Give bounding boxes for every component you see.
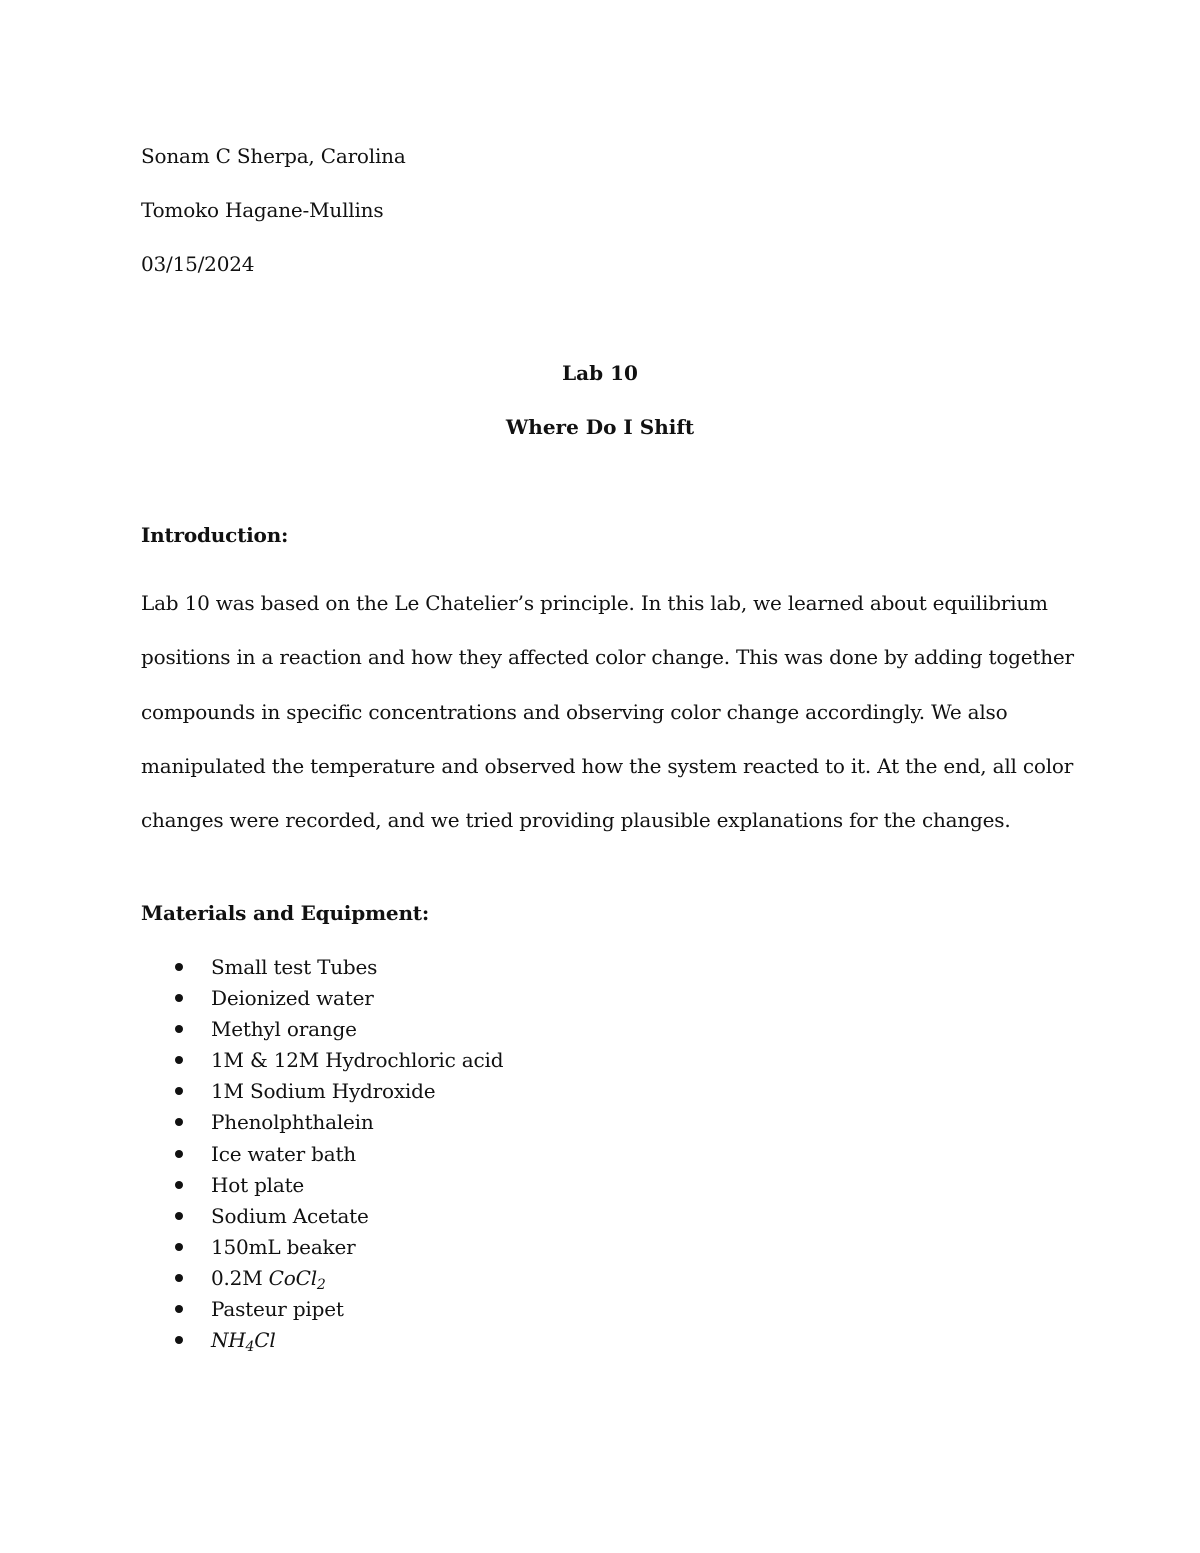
material-label: 1M & 12M Hydrochloric acid — [211, 1048, 504, 1073]
report-date: 03/15/2024 — [141, 252, 255, 276]
bullet-icon — [175, 1025, 183, 1033]
introduction-line: Lab 10 was based on the Le Chatelier’s principle. In this lab, we learned about equilibrium — [141, 591, 1048, 615]
introduction-line: manipulated the temperature and observed how the system reacted to it. At the end, all color — [141, 753, 1074, 778]
bullet-icon — [175, 1274, 183, 1282]
material-label: Phenolphthalein — [211, 1110, 374, 1135]
bullet-icon — [175, 1243, 183, 1251]
bullet-icon — [175, 994, 183, 1002]
bullet-icon — [175, 1087, 183, 1095]
lab-subtitle: Where Do I Shift — [505, 415, 695, 439]
ammonium-chloride-formula — [211, 1328, 276, 1356]
material-label: 150mL beaker — [211, 1234, 356, 1259]
introduction-heading: Introduction: — [141, 523, 289, 547]
introduction-paragraph — [141, 576, 1074, 847]
bullet-icon — [175, 1305, 183, 1313]
formula-subscript: 4 — [245, 1339, 255, 1356]
formula-subscript: 2 — [316, 1276, 326, 1293]
material-label: Pasteur pipet — [211, 1297, 344, 1322]
formula-main: CoCl — [268, 1265, 317, 1290]
material-label: Sodium Acetate — [211, 1203, 369, 1228]
material-label: 1M Sodium Hydroxide — [211, 1079, 436, 1104]
bullet-icon — [175, 1181, 183, 1189]
materials-heading: Materials and Equipment: — [141, 901, 430, 925]
introduction-line: changes were recorded, and we tried providing plausible explanations for the changes. — [141, 808, 1011, 833]
bullet-icon — [175, 963, 183, 971]
cobalt-chloride-formula — [268, 1265, 326, 1293]
bullet-icon — [175, 1056, 183, 1064]
material-label: Deionized water — [211, 986, 374, 1011]
author-name: Sonam C Sherpa, Carolina — [141, 144, 406, 168]
concentration-prefix: 0.2M — [211, 1265, 263, 1290]
bullet-icon — [175, 1150, 183, 1158]
formula-part: NH — [211, 1328, 246, 1353]
instructor-name: Tomoko Hagane-Mullins — [141, 198, 384, 222]
material-label-cocl2 — [211, 1265, 326, 1293]
material-label: Small test Tubes — [211, 955, 378, 979]
material-label: Methyl orange — [211, 1017, 357, 1042]
lab-title: Lab 10 — [562, 361, 638, 385]
bullet-icon — [175, 1118, 183, 1126]
material-label: Ice water bath — [211, 1141, 356, 1166]
bullet-icon — [175, 1336, 183, 1344]
material-label: Hot plate — [211, 1172, 305, 1197]
bullet-icon — [175, 1212, 183, 1220]
introduction-line: positions in a reaction and how they affected color change. This was done by adding together — [141, 645, 1074, 670]
introduction-line: compounds in specific concentrations and observing color change accordingly. We also — [141, 699, 1008, 724]
formula-part: Cl — [254, 1328, 276, 1353]
